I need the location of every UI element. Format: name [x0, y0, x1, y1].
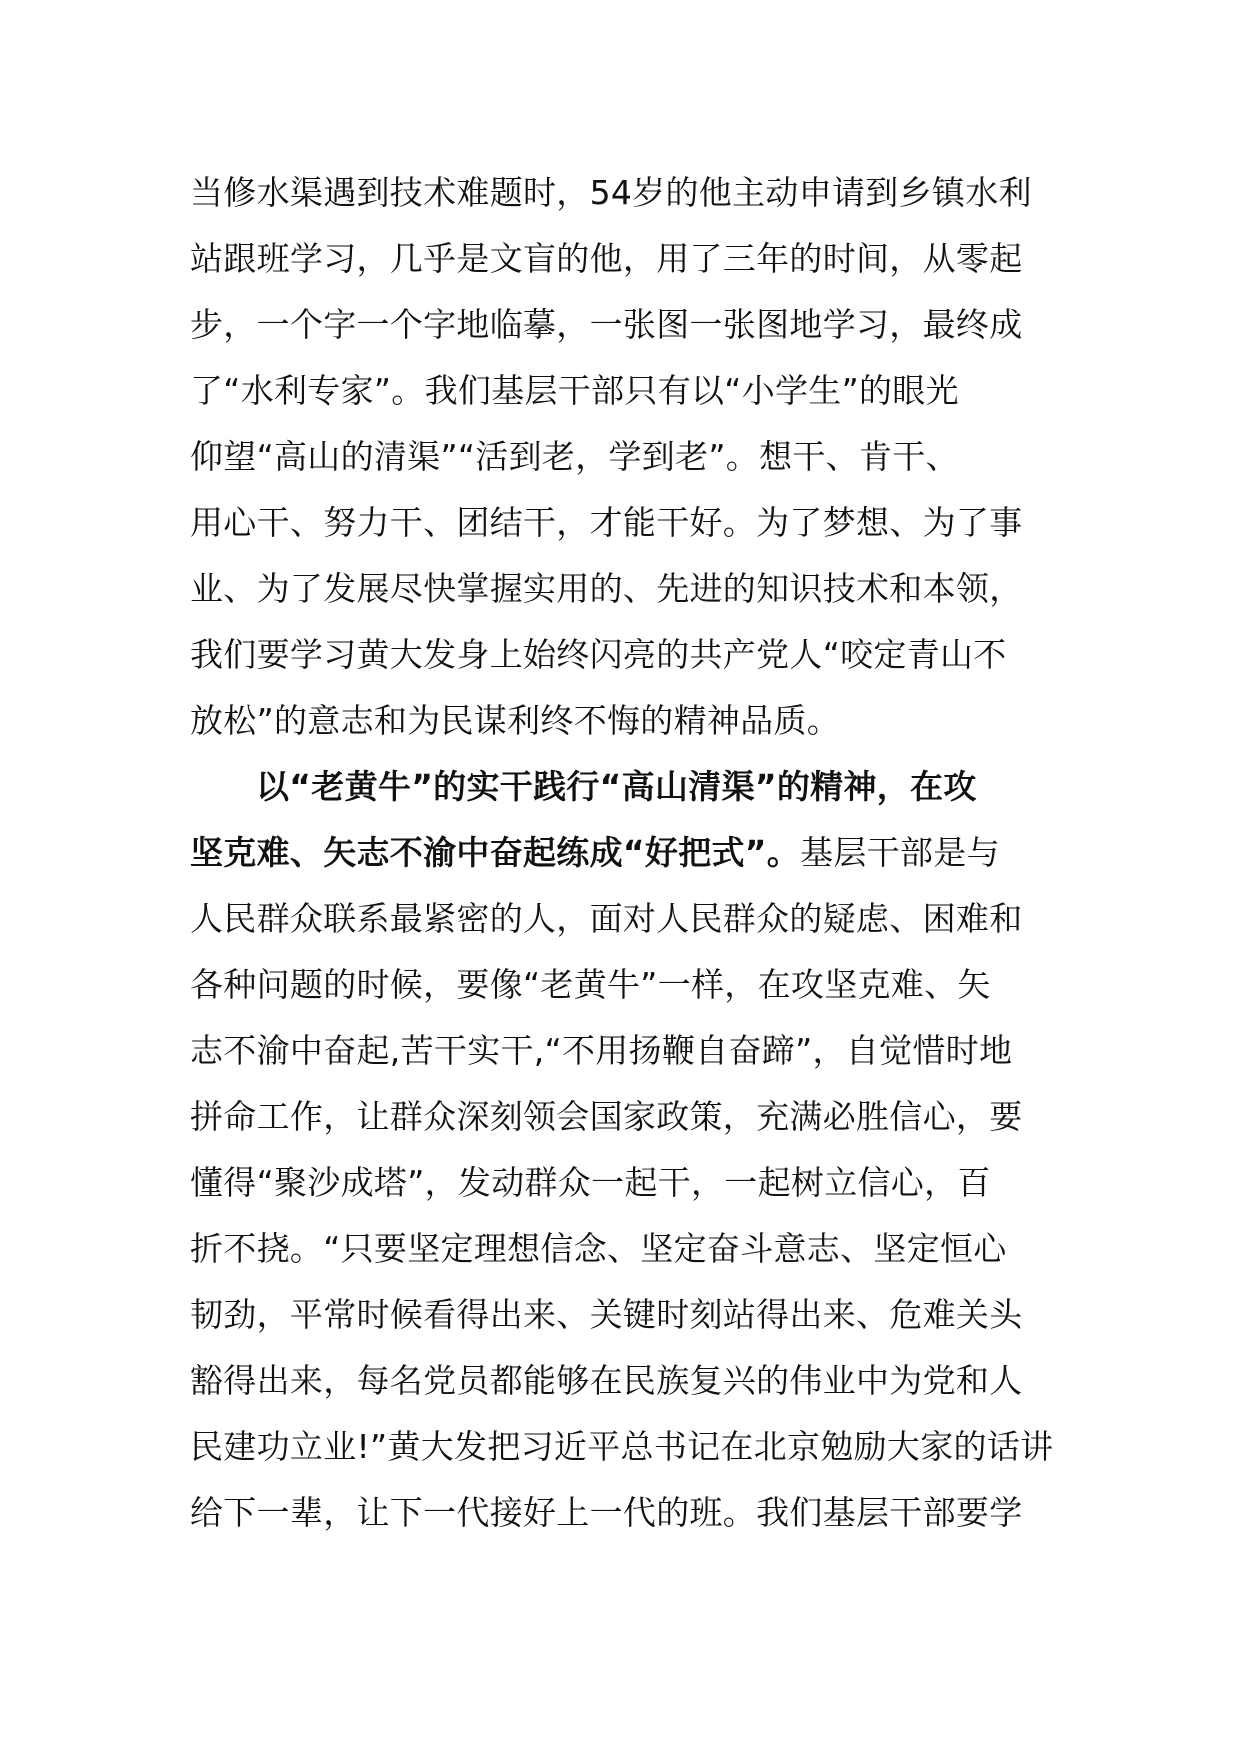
- text-line: 各种问题的时候，要像“老黄牛”一样，在攻坚克难、矢: [190, 965, 991, 1004]
- text-line: 当修水渠遇到技术难题时，54岁的他主动申请到乡镇水利: [190, 173, 1032, 212]
- text-line: 站跟班学习，几乎是文盲的他，用了三年的时间，从零起: [190, 239, 1023, 278]
- paragraph-heading-end: 坚克难、矢志不渝中奋起练成“好把式”。: [190, 833, 801, 872]
- heading-continuation-line: [190, 820, 1110, 886]
- text-line: 仰望“高山的清渠”“活到老，学到老”。想干、肯干、: [190, 437, 959, 476]
- text-line: 拼命工作，让群众深刻领会国家政策，充满必胜信心，要: [190, 1097, 1023, 1136]
- text-line: 放松”的意志和为民谋利终不悔的精神品质。: [190, 701, 841, 740]
- text-line: 用心干、努力干、团结干，才能干好。为了梦想、为了事: [190, 503, 1023, 542]
- text-line: 步，一个字一个字地临摹，一张图一张图地学习，最终成: [190, 305, 1023, 344]
- body-text: [190, 160, 1110, 1546]
- text-line: 业、为了发展尽快掌握实用的、先进的知识技术和本领，: [190, 569, 1023, 608]
- text-line: 给下一辈，让下一代接好上一代的班。我们基层干部要学: [190, 1493, 1023, 1532]
- text-line: 了“水利专家”。我们基层干部只有以“小学生”的眼光: [190, 371, 959, 410]
- text-line: 韧劲，平常时候看得出来、关键时刻站得出来、危难关头: [190, 1295, 1023, 1334]
- text-line: 懂得“聚沙成塔”，发动群众一起干，一起树立信心，百: [190, 1163, 991, 1202]
- paragraph-heading: 以“老黄牛”的实干践行“高山清渠”的精神，在攻: [256, 767, 977, 806]
- text-line: 折不挠。“只要坚定理想信念、坚定奋斗意志、坚定恒心: [190, 1229, 1007, 1268]
- text-line: 我们要学习黄大发身上始终闪亮的共产党人“咬定青山不: [190, 635, 1007, 674]
- text-line: 民建功立业!”黄大发把习近平总书记在北京勉励大家的话讲: [190, 1427, 1054, 1466]
- text-line: 人民群众联系最紧密的人，面对人民群众的疑虑、困难和: [190, 899, 1023, 938]
- text-fragment: 基层干部是与: [800, 833, 1000, 872]
- text-line: 豁得出来，每名党员都能够在民族复兴的伟业中为党和人: [190, 1361, 1023, 1400]
- text-line: 志不渝中奋起,苦干实干,“不用扬鞭自奋蹄”，自觉惜时地: [190, 1031, 1013, 1070]
